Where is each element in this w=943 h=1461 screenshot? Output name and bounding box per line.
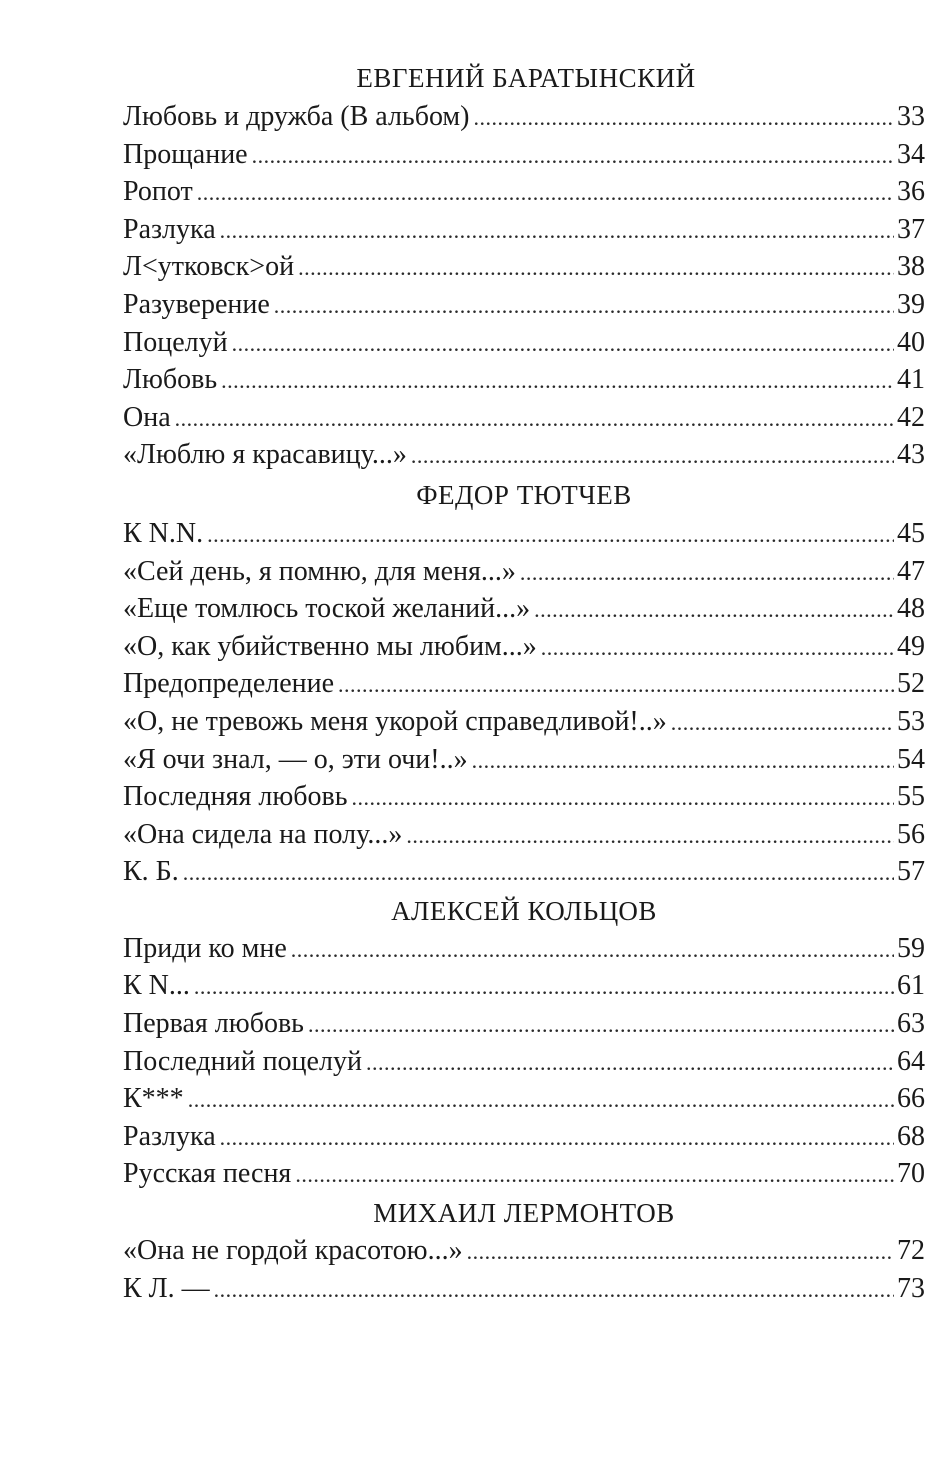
entry-title: «Она сидела на полу...»: [123, 818, 403, 850]
toc-entry-list: [123, 98, 925, 474]
entry-title: Поцелуй: [123, 326, 228, 358]
toc-entry[interactable]: [123, 1155, 925, 1193]
toc-entry[interactable]: [123, 816, 925, 854]
toc-entry[interactable]: [123, 248, 925, 286]
entry-page-number: 61: [897, 970, 925, 1002]
dot-leader: [338, 665, 894, 704]
entry-page-number: 66: [897, 1083, 925, 1115]
toc-entry[interactable]: [123, 1118, 925, 1156]
toc-section-lermontov: [123, 1195, 925, 1307]
entry-page-number: 40: [897, 326, 925, 358]
entry-title: «О, не тревожь меня укорой справедливой!..»: [123, 705, 667, 737]
toc-entry[interactable]: [123, 553, 925, 591]
toc-entry[interactable]: [123, 173, 925, 211]
dot-leader: [214, 1270, 894, 1309]
entry-title: К N.N.: [123, 517, 204, 549]
entry-page-number: 38: [897, 251, 925, 283]
dot-leader: [175, 399, 894, 438]
toc-section-koltsov: [123, 893, 925, 1193]
toc-entry[interactable]: [123, 399, 925, 437]
dot-leader: [366, 1043, 894, 1082]
dot-leader: [220, 1118, 894, 1157]
toc-entry[interactable]: [123, 361, 925, 399]
entry-page-number: 43: [897, 439, 925, 471]
entry-title: К N...: [123, 970, 190, 1002]
entry-title: К Л. —: [123, 1272, 210, 1304]
section-author-heading: ЕВГЕНИЙ БАРАТЫНСКИЙ: [356, 63, 696, 93]
toc-entry[interactable]: [123, 324, 925, 362]
section-author-heading: АЛЕКСЕЙ КОЛЬЦОВ: [391, 895, 657, 926]
toc-entry[interactable]: [123, 98, 925, 136]
entry-page-number: 34: [897, 138, 925, 170]
dot-leader: [207, 515, 894, 554]
toc-entry[interactable]: [123, 1270, 925, 1308]
entry-title: Она: [123, 401, 171, 433]
entry-page-number: 42: [897, 401, 925, 433]
dot-leader: [308, 1005, 894, 1044]
entry-page-number: 73: [897, 1272, 925, 1304]
dot-leader: [467, 1232, 894, 1271]
dot-leader: [541, 628, 894, 667]
dot-leader: [671, 703, 894, 742]
dot-leader: [406, 816, 894, 855]
dot-leader: [473, 98, 894, 137]
toc-entry[interactable]: [123, 1043, 925, 1081]
entry-page-number: 47: [897, 555, 925, 587]
toc-section-baratynsky: [123, 58, 925, 474]
dot-leader: [232, 324, 894, 363]
toc-entry[interactable]: [123, 436, 925, 474]
entry-title: Любовь: [123, 364, 218, 396]
dot-leader: [197, 173, 894, 212]
entry-title: Разлука: [123, 1120, 216, 1152]
dot-leader: [298, 248, 894, 287]
entry-page-number: 68: [897, 1120, 925, 1152]
entry-title: К***: [123, 1083, 184, 1115]
toc-entry[interactable]: [123, 211, 925, 249]
section-author-heading: МИХАИЛ ЛЕРМОНТОВ: [373, 1198, 675, 1229]
toc-entry[interactable]: [123, 628, 925, 666]
dot-leader: [221, 361, 894, 400]
entry-title: «О, как убийственно мы любим...»: [123, 630, 537, 662]
toc-entry[interactable]: [123, 1080, 925, 1118]
entry-page-number: 55: [897, 781, 925, 813]
entry-page-number: 72: [897, 1235, 925, 1267]
entry-title: Прощание: [123, 138, 248, 170]
entry-page-number: 59: [897, 932, 925, 964]
toc-entry[interactable]: [123, 286, 925, 324]
toc-entry[interactable]: [123, 853, 925, 891]
section-author-heading: ФЕДОР ТЮТЧЕВ: [416, 479, 632, 510]
toc-entry[interactable]: [123, 1232, 925, 1270]
toc-entry[interactable]: [123, 778, 925, 816]
entry-title: «Люблю я красавицу...»: [123, 439, 407, 471]
entry-title: Последняя любовь: [123, 781, 348, 813]
toc-entry[interactable]: [123, 1005, 925, 1043]
dot-leader: [194, 967, 894, 1006]
entry-page-number: 52: [897, 668, 925, 700]
toc-entry[interactable]: [123, 967, 925, 1005]
dot-leader: [291, 930, 894, 969]
entry-title: «Сей день, я помню, для меня...»: [123, 555, 516, 587]
entry-page-number: 48: [897, 593, 925, 625]
entry-page-number: 37: [897, 213, 925, 245]
entry-title: «Еще томлюсь тоской желаний...»: [123, 593, 531, 625]
entry-page-number: 49: [897, 630, 925, 662]
dot-leader: [534, 590, 894, 629]
entry-title: Разлука: [123, 213, 216, 245]
toc-entry-list: [123, 1232, 925, 1307]
dot-leader: [183, 853, 894, 892]
entry-title: Любовь и дружба (В альбом): [123, 101, 470, 132]
toc-entry-list: [123, 930, 925, 1193]
entry-page-number: 70: [897, 1158, 925, 1190]
entry-page-number: 57: [897, 856, 925, 888]
dot-leader: [188, 1080, 894, 1119]
entry-title: Последний поцелуй: [123, 1045, 362, 1077]
dot-leader: [252, 136, 894, 175]
entry-page-number: 54: [897, 743, 925, 775]
toc-entry[interactable]: [123, 703, 925, 741]
toc-entry[interactable]: [123, 515, 925, 553]
toc-entry[interactable]: [123, 136, 925, 174]
toc-entry[interactable]: [123, 590, 925, 628]
toc-entry-list: [123, 515, 925, 891]
entry-title: «Я очи знал, — о, эти очи!..»: [123, 743, 468, 775]
toc-entry[interactable]: [123, 930, 925, 968]
entry-page-number: 33: [897, 101, 925, 132]
entry-page-number: 56: [897, 818, 925, 850]
entry-title: Приди ко мне: [123, 932, 287, 964]
entry-title: Ропот: [123, 176, 193, 208]
toc-entry[interactable]: [123, 665, 925, 703]
entry-page-number: 39: [897, 288, 925, 320]
entry-page-number: 64: [897, 1045, 925, 1077]
entry-page-number: 41: [897, 364, 925, 396]
entry-page-number: 45: [897, 517, 925, 549]
entry-title: Первая любовь: [123, 1008, 304, 1040]
dot-leader: [274, 286, 894, 325]
entry-page-number: 63: [897, 1008, 925, 1040]
dot-leader: [295, 1155, 894, 1194]
entry-title: К. Б.: [123, 856, 179, 888]
entry-title: Русская песня: [123, 1158, 292, 1190]
entry-title: «Она не гордой красотою...»: [123, 1235, 463, 1267]
dot-leader: [220, 211, 894, 250]
toc-section-tyutchev: [123, 476, 925, 891]
dot-leader: [520, 553, 894, 592]
table-of-contents: [123, 58, 925, 1307]
entry-title: Разуверение: [123, 288, 270, 320]
entry-title: Предопределение: [123, 668, 335, 700]
entry-page-number: 36: [897, 176, 925, 208]
toc-entry[interactable]: [123, 741, 925, 779]
entry-page-number: 53: [897, 705, 925, 737]
dot-leader: [472, 741, 894, 780]
entry-title: Л<утковск>ой: [123, 251, 295, 283]
dot-leader: [411, 436, 894, 475]
dot-leader: [352, 778, 895, 817]
